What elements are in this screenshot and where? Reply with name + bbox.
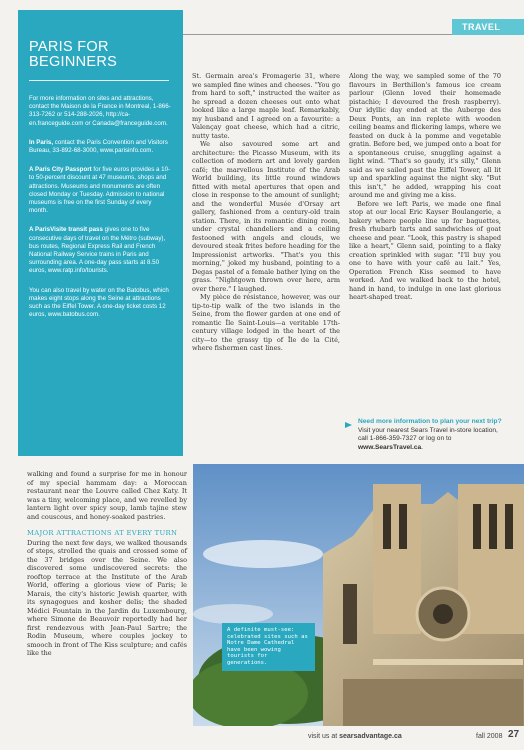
sidebar-paragraph-lead: A Paris City Passport (29, 166, 92, 174)
promo-text: Visit your nearest Sears Travel in-store location, call 1-866-359-7327 or log on to (358, 426, 498, 443)
page-number: 27 (508, 729, 520, 740)
article-paragraph: Along the way, we sampled some of the 70 flavours in Berthillon's famous ice cream parlour (Glenn loved their homemade pistachio; I devoured the fresh raspberry). Our idyllic day ended at the Auberge des Deux Ponts, an inn replete with wooden ceiling beams and flickering lamps, where we feasted on duck à la pomme and vegetable gratin. Before bed, we jumped onto a boat for a spontaneous cruise, snuggling against a light wind. "That's so gaudy, it's silly," Glenn said as we sailed past the Eiffel Tower, all lit up and sparkling against the night sky. "But this isn't," he added, wrapping his coat around me and giving me a kiss. (349, 72, 501, 199)
info-sidebar (18, 10, 183, 456)
notre-dame-photo (193, 464, 524, 726)
section-tab: TRAVEL (452, 19, 524, 35)
article-paragraph: Before we left Paris, we made one final stop at our local Eric Kayser Boulangerie, a bakery where people line up for baguettes, fresh rhubarb tarts and sandwiches of goat cheese and pear. "Look, this pastry is shaped like a heart," Glenn said, pointing to a flaky creation sprinkled with sugar. "I'll buy you one to have with your café au lait." Yes, Operation French Kiss seemed to have worked. And we walked back to the hotel, hand in hand, to indulge in one last glorious heart-shaped treat. (349, 199, 501, 301)
sidebar-paragraph (29, 287, 172, 320)
sidebar-divider (29, 80, 169, 81)
article-column-3 (349, 72, 501, 302)
sidebar-paragraph-text: You can also travel by water on the Batobus, which makes eight stops along the Seine at attractions such as the Eiffel Tower. A one-day ticket costs 12 euros, www.batobus.com. (29, 286, 169, 319)
sidebar-paragraph (29, 95, 172, 128)
sidebar-paragraph (29, 226, 172, 275)
sidebar-paragraph-text: For more information on sites and attractions, contact the Maison de la France in Montreal, 1-866-313-7262 or 514-288-2026, http://ca-en.franceguide.com or Canada@franceguide.com. (29, 95, 171, 127)
sidebar-paragraph-text: for five euros provides a 10- to 50-percent discount at 47 museums, shops and attractions. Museums and monuments are often closed Monday or Tuesday. Admission to national museums is free on the first Sunday of every month. (29, 166, 171, 215)
footer-visit: visit us at searsadvantage.ca (308, 733, 402, 740)
sidebar-paragraph-text: gives one to five consecutive days of travel on the Métro (subway), bus routes, Regional Express Rail and French National Railway Service trains in Paris and surrounding area. A one-day pass starts at 8.50 euros, www.ratp.info/tourists. (29, 226, 166, 275)
sidebar-title: PARIS FOR BEGINNERS (29, 39, 118, 70)
column1-body: During the next few days, we walked thousands of steps, strolled the quais and crossed some of the 37 bridges over the Seine. We also discovered some undiscovered secrets: the rooftop terrace at the Institute of the Arab World, offering a glorious view of Paris; le Marais, the city's historic Jewish quarter, with its synagogues and kosher delis; the shaded Médici Fountain in the Jardin du Luxembourg, where Simone de Beauvoir reportedly had her first rendezvous with Jean-Paul Sartre; the Rodin Museum, where couples jockey to smooch in front of The Kiss sculpture; and cafés like the (27, 538, 187, 657)
page-footer (18, 726, 524, 750)
promo-link[interactable]: www.SearsTravel.ca (358, 443, 422, 451)
article-paragraph: We also savoured some art and architecture: the Picasso Museum, with its collection of modern art and lovely garden café; the marvellous Institute of the Arab World building, its little round windows fitted with metal apertures that open and close in response to the amount of sunlight; and the wonderful Musée d'Orsay art gallery, fashioned from a century-old train station. There, in its romantic dining room, under crystal chandeliers and a ceiling festooned with angels and clouds, we devoured steak frites before heading for the Impressionist artworks. "That's you this morning," joked my husband, pointing to a Degas pastel of a female bather lying on the grass. "Nightgown thrown over here, arm over there." I laughed. (192, 140, 340, 293)
promo-box: Need more information to plan your next trip? Visit your nearest Sears Travel in-store location, call 1-866-359-7327 or log on to www.SearsTravel.ca. (358, 418, 502, 451)
sidebar-paragraph-lead: In Paris, (29, 138, 54, 146)
sidebar-paragraph-text: contact the Paris Convention and Visitors Bureau, 33-892-68-3000, www.parisinfo.com. (29, 138, 168, 155)
sidebar-paragraph (29, 139, 172, 155)
article-paragraph: St. Germain area's Fromagerie 31, where we sampled fine wines and cheeses. "You go from hard to soft," instructed the waiter as he spread a dozen cheeses out onto what looked like a large maple leaf. Remarkably, my husband and I agreed on a favourite: a Valençay goat cheese, which had a citric, nutty taste. (192, 72, 340, 140)
article-column-1 (27, 470, 187, 658)
column1-intro: walking and found a surprise for me in honour of my special hammam day: a Moroccan restaurant near the Louvre called Chez Katy. It was a tiny, welcoming place, and we revelled by lantern light over spicy soup, lamb tajine stew and couscous, and honey-soaked pastries. (27, 470, 187, 521)
sidebar-paragraph (29, 166, 172, 215)
sidebar-paragraphs (29, 95, 172, 319)
article-paragraph: My pièce de résistance, however, was our tip-to-tip walk of the two islands in the Seine, from the flower garden at one end of romantic Île Saint-Louis—a veritable 17th-century village lodged in the heart of the city—to the grassy tip of Île de la Cité, where fishermen cast lines. (192, 293, 340, 352)
footer-issue: fall 2008 (476, 733, 503, 740)
article-column-2 (192, 72, 340, 353)
arrow-icon (345, 420, 355, 430)
sidebar-paragraph-lead: A ParisVisite transit pass (29, 226, 103, 234)
promo-lead: Need more information to plan your next trip? (358, 418, 502, 425)
section-subhead: MAJOR ATTRACTIONS AT EVERY TURN (27, 529, 178, 537)
footer-link[interactable]: searsadvantage.ca (339, 733, 402, 740)
photo-caption: A definite must-see: celebrated sites such as Notre Dame Cathedral have been wowing tourists for generations. (222, 623, 315, 671)
